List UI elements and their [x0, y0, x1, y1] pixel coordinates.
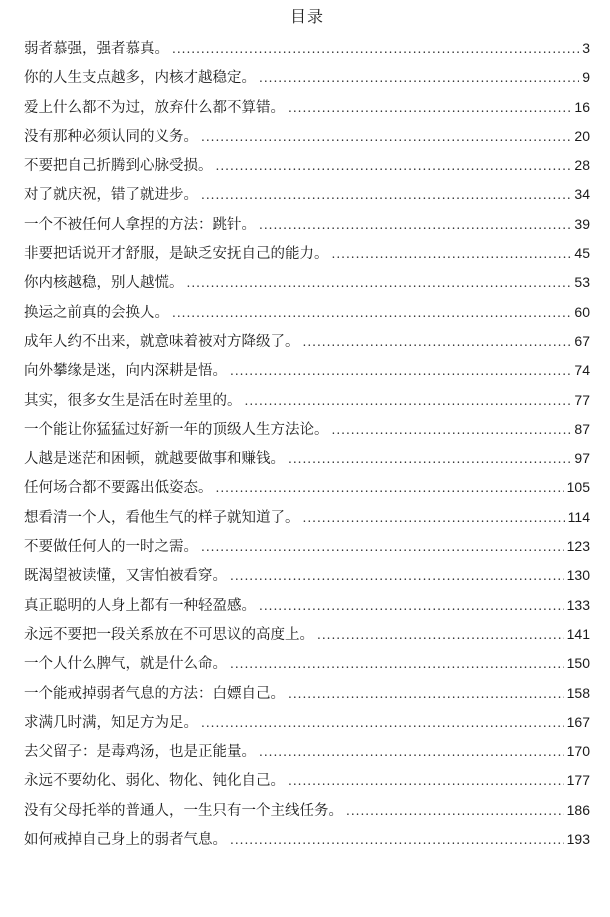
toc-entry[interactable] — [24, 180, 590, 209]
toc-entry[interactable] — [24, 649, 590, 678]
toc-page-number: 97 — [574, 450, 590, 467]
dot-leader — [172, 35, 579, 64]
dot-leader — [303, 328, 572, 357]
toc-entry[interactable] — [24, 766, 590, 795]
toc-entry-title: 没有父母托举的普通人，一生只有一个主线任务。 — [24, 802, 343, 819]
dot-leader — [187, 269, 572, 298]
toc-entry-title: 对了就庆祝，错了就进步。 — [24, 187, 198, 204]
toc-entry-title: 一个能戒掉弱者气息的方法：白嫖自己。 — [24, 685, 285, 702]
toc-entry[interactable] — [24, 737, 590, 766]
dot-leader — [288, 94, 571, 123]
toc-page-number: 45 — [574, 245, 590, 262]
toc-page-number: 167 — [566, 713, 590, 730]
toc-entry[interactable] — [24, 151, 590, 180]
toc-entry[interactable] — [24, 34, 590, 63]
toc-page-number: 67 — [574, 332, 590, 349]
toc-entry-title: 一个人什么脾气，就是什么命。 — [24, 656, 227, 673]
toc-list — [24, 34, 590, 854]
toc-page-number: 87 — [574, 420, 590, 437]
toc-entry[interactable] — [24, 239, 590, 268]
dot-leader — [230, 357, 571, 386]
dot-leader — [332, 240, 572, 269]
toc-entry-title: 其实，很多女生是活在时差里的。 — [24, 392, 242, 409]
dot-leader — [259, 64, 579, 93]
dot-leader — [216, 152, 572, 181]
toc-page-number: 186 — [566, 801, 590, 818]
toc-entry[interactable] — [24, 503, 590, 532]
dot-leader — [245, 387, 572, 416]
toc-entry-title: 向外攀缘是迷，向内深耕是悟。 — [24, 363, 227, 380]
toc-entry[interactable] — [24, 63, 590, 92]
toc-entry-title: 永远不要把一段关系放在不可思议的高度上。 — [24, 626, 314, 643]
toc-page-number: 3 — [582, 40, 590, 56]
toc-entry-title: 真正聪明的人身上都有一种轻盈感。 — [24, 597, 256, 614]
toc-page-number: 177 — [566, 772, 590, 789]
toc-entry-title: 弱者慕强，强者慕真。 — [24, 41, 169, 57]
toc-page-number: 60 — [574, 303, 590, 320]
toc-page-number: 158 — [566, 684, 590, 701]
toc-entry[interactable] — [24, 561, 590, 590]
toc-entry-title: 永远不要幼化、弱化、物化、钝化自己。 — [24, 773, 285, 790]
toc-entry-title: 任何场合都不要露出低姿态。 — [24, 480, 213, 497]
toc-page-number: 150 — [566, 655, 590, 672]
toc-entry-title: 人越是迷茫和困顿，就越要做事和赚钱。 — [24, 451, 285, 468]
toc-entry[interactable] — [24, 356, 590, 385]
toc-page-number: 193 — [566, 831, 590, 848]
toc-page-number: 39 — [574, 215, 590, 232]
dot-leader — [288, 680, 564, 709]
toc-entry-title: 非要把话说开才舒服，是缺乏安抚自己的能力。 — [24, 246, 329, 263]
dot-leader — [230, 826, 564, 855]
toc-entry[interactable] — [24, 591, 590, 620]
toc-entry-title: 你内核越稳，别人越慌。 — [24, 275, 184, 292]
toc-page-number: 16 — [574, 98, 590, 115]
dot-leader — [216, 474, 564, 503]
dot-leader — [172, 299, 571, 328]
toc-entry[interactable] — [24, 825, 590, 854]
toc-entry-title: 求满几时满，知足方为足。 — [24, 714, 198, 731]
toc-page-number: 34 — [574, 186, 590, 203]
toc-entry[interactable] — [24, 708, 590, 737]
dot-leader — [201, 709, 564, 738]
toc-entry[interactable] — [24, 620, 590, 649]
toc-entry-title: 爱上什么都不为过，放弃什么都不算错。 — [24, 99, 285, 116]
toc-entry-title: 你的人生支点越多，内核才越稳定。 — [24, 70, 256, 87]
toc-page-number: 141 — [566, 625, 590, 642]
dot-leader — [332, 416, 572, 445]
toc-page-number: 20 — [574, 127, 590, 144]
toc-entry[interactable] — [24, 268, 590, 297]
dot-leader — [288, 445, 571, 474]
toc-entry-title: 一个能让你猛猛过好新一年的顶级人生方法论。 — [24, 421, 329, 438]
dot-leader — [259, 211, 571, 240]
toc-page-number: 123 — [566, 538, 590, 555]
toc-page-number: 77 — [574, 391, 590, 408]
toc-entry[interactable] — [24, 386, 590, 415]
dot-leader — [201, 181, 571, 210]
toc-entry-title: 不要做任何人的一时之需。 — [24, 539, 198, 556]
dot-leader — [346, 797, 564, 826]
dot-leader — [230, 562, 564, 591]
dot-leader — [201, 123, 571, 152]
toc-entry[interactable] — [24, 327, 590, 356]
dot-leader — [317, 621, 564, 650]
toc-page-number: 130 — [566, 567, 590, 584]
dot-leader — [288, 767, 564, 796]
toc-entry-title: 不要把自己折腾到心脉受损。 — [24, 158, 213, 175]
toc-entry[interactable] — [24, 415, 590, 444]
toc-entry[interactable] — [24, 122, 590, 151]
toc-entry[interactable] — [24, 444, 590, 473]
toc-page-number: 105 — [566, 479, 590, 496]
toc-page-number: 133 — [566, 596, 590, 613]
toc-entry-title: 想看清一个人，看他生气的样子就知道了。 — [24, 509, 300, 526]
toc-entry[interactable] — [24, 473, 590, 502]
toc-title: 目录 — [289, 7, 324, 26]
dot-leader — [259, 738, 564, 767]
toc-page-number: 9 — [582, 69, 590, 86]
toc-entry[interactable] — [24, 796, 590, 825]
toc-page-number: 53 — [574, 274, 590, 291]
dot-leader — [303, 504, 565, 533]
toc-entry[interactable] — [24, 679, 590, 708]
toc-entry[interactable] — [24, 210, 590, 239]
toc-entry-title: 换运之前真的会换人。 — [24, 304, 169, 321]
toc-page-number: 170 — [566, 743, 590, 760]
toc-entry[interactable] — [24, 298, 590, 327]
toc-entry-title: 一个不被任何人拿捏的方法：跳针。 — [24, 216, 256, 233]
toc-entry-title: 成年人约不出来，就意味着被对方降级了。 — [24, 333, 300, 350]
toc-entry-title: 既渴望被读懂，又害怕被看穿。 — [24, 568, 227, 585]
toc-entry-title: 没有那种必须认同的义务。 — [24, 128, 198, 145]
dot-leader — [201, 533, 564, 562]
toc-page-number: 114 — [567, 508, 590, 525]
toc-page-number: 74 — [574, 362, 590, 379]
dot-leader — [230, 650, 564, 679]
toc-entry-title: 去父留子：是毒鸡汤，也是正能量。 — [24, 744, 256, 761]
toc-page-number: 28 — [574, 157, 590, 174]
dot-leader — [259, 592, 564, 621]
toc-entry[interactable] — [24, 93, 590, 122]
toc-entry[interactable] — [24, 532, 590, 561]
toc-entry-title: 如何戒掉自己身上的弱者气息。 — [24, 832, 227, 849]
